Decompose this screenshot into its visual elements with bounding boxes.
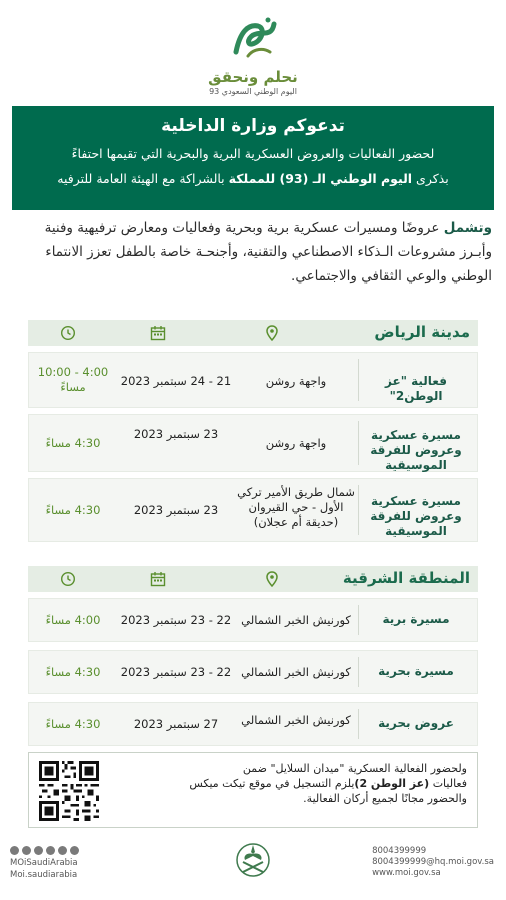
calendar-icon — [150, 571, 166, 587]
event-place: كورنيش الخبر الشمالي — [241, 665, 351, 679]
event-description: وتشمل عروضًا ومسيرات عسكرية برية وبحرية وفعاليات ومعارض ترفيهية وفنية وأبـرز مشروعات الـذكاء الاصطناعي والتقنية، وأجنحـة خاصة بالطفل تعزز الانتماء الوطني والوعي الثقافي والاجتماعي. — [44, 220, 492, 284]
region-name: مدينة الرياض — [374, 323, 470, 341]
event-place: كورنيش الخبر الشمالي — [241, 713, 351, 727]
event-time: 4:30 مساءً — [45, 503, 101, 517]
social-links — [10, 846, 79, 881]
calligraphy-logo — [218, 12, 288, 66]
contact-info — [372, 846, 494, 879]
location-pin-icon — [264, 325, 280, 341]
banner-line-2: بذكرى اليوم الوطني الـ (93) للمملكة بالشراكة مع الهيئة العامة للترفيه — [57, 171, 449, 186]
event-time: 4:30 مساءً — [45, 436, 101, 450]
contact-email[interactable]: 8004399999@hq.moi.gov.sa — [372, 857, 494, 867]
divider — [358, 421, 359, 465]
snapchat-icon[interactable] — [70, 846, 79, 855]
logo-subtitle: اليوم الوطني السعودي 93 — [209, 87, 297, 96]
youtube-icon[interactable] — [46, 846, 55, 855]
contact-phone[interactable]: 8004399999 — [372, 846, 427, 856]
event-place: شمال طريق الأمير تركي الأول - حي القيروان (حديقة أم عجلان) — [237, 485, 355, 529]
region-header-riyadh — [28, 320, 478, 346]
divider — [358, 485, 359, 535]
event-date: 22 - 23 سبتمبر 2023 — [120, 613, 232, 627]
facebook-icon[interactable] — [22, 846, 31, 855]
social-domain[interactable]: Moi.saudiarabia — [10, 870, 78, 880]
region-header-eastern — [28, 566, 478, 592]
divider — [358, 709, 359, 739]
contact-website[interactable]: www.moi.gov.sa — [372, 868, 441, 878]
event-date: 23 سبتمبر 2023 — [133, 503, 219, 517]
invitation-banner — [12, 106, 494, 210]
banner-title: تدعوكم وزارة الداخلية — [161, 116, 345, 136]
event-place: واجهة روشن — [265, 374, 327, 388]
event-row — [28, 650, 478, 694]
event-time: 4:30 مساءً — [45, 665, 101, 679]
instagram-icon[interactable] — [34, 846, 43, 855]
event-date: 21 - 24 سبتمبر 2023 — [120, 374, 232, 388]
divider — [358, 359, 359, 401]
event-name: مسيرة برية — [382, 612, 450, 626]
location-pin-icon — [264, 571, 280, 587]
event-row — [28, 598, 478, 642]
event-place: كورنيش الخبر الشمالي — [241, 613, 351, 627]
event-date: 22 - 23 سبتمبر 2023 — [120, 665, 232, 679]
qr-code[interactable] — [39, 761, 99, 821]
clock-icon — [60, 571, 76, 587]
event-name: عروض بحرية — [378, 716, 454, 730]
telegram-icon[interactable] — [58, 846, 67, 855]
event-place: واجهة روشن — [265, 436, 327, 450]
event-name: مسيرة عسكرية وعروض للفرقة الموسيقية — [370, 494, 462, 538]
event-row — [28, 414, 478, 472]
national-day-logo — [0, 12, 506, 96]
event-date: 27 سبتمبر 2023 — [133, 717, 219, 731]
social-handle[interactable]: MOiSaudiArabia — [10, 858, 78, 868]
event-name: فعالية "عز الوطن2" — [385, 374, 447, 403]
note-text: ولحضور الفعالية العسكرية "ميدان السلايل" ضمن فعاليات (عز الوطن 2)يلزم التسجيل في موقع تيكت ميكس والحضور مجانًا لجميع أركان الفعالية. — [189, 762, 467, 805]
event-row — [28, 702, 478, 746]
logo-title: نحلم ونحقق — [208, 68, 298, 86]
social-icons — [10, 846, 79, 855]
ministry-emblem — [235, 842, 271, 878]
region-name: المنطقة الشرقية — [342, 569, 470, 587]
event-row — [28, 352, 478, 408]
divider — [358, 657, 359, 687]
banner-line-1: لحضور الفعاليات والعروض العسكرية البرية والبحرية التي تقيمها احتفاءً — [71, 146, 435, 161]
event-time: 4:30 مساءً — [45, 717, 101, 731]
x-icon[interactable] — [10, 846, 19, 855]
divider — [358, 605, 359, 635]
event-time: 4:00 - 10:00 مساءً — [37, 365, 109, 394]
event-name: مسيرة بحرية — [378, 664, 454, 678]
footer — [0, 830, 506, 900]
event-row — [28, 478, 478, 542]
event-time: 4:00 مساءً — [45, 613, 101, 627]
event-date: 23 سبتمبر 2023 — [133, 427, 219, 441]
registration-note — [28, 752, 478, 828]
event-name: مسيرة عسكرية وعروض للفرقة الموسيقية — [370, 428, 462, 472]
clock-icon — [60, 325, 76, 341]
calendar-icon — [150, 325, 166, 341]
